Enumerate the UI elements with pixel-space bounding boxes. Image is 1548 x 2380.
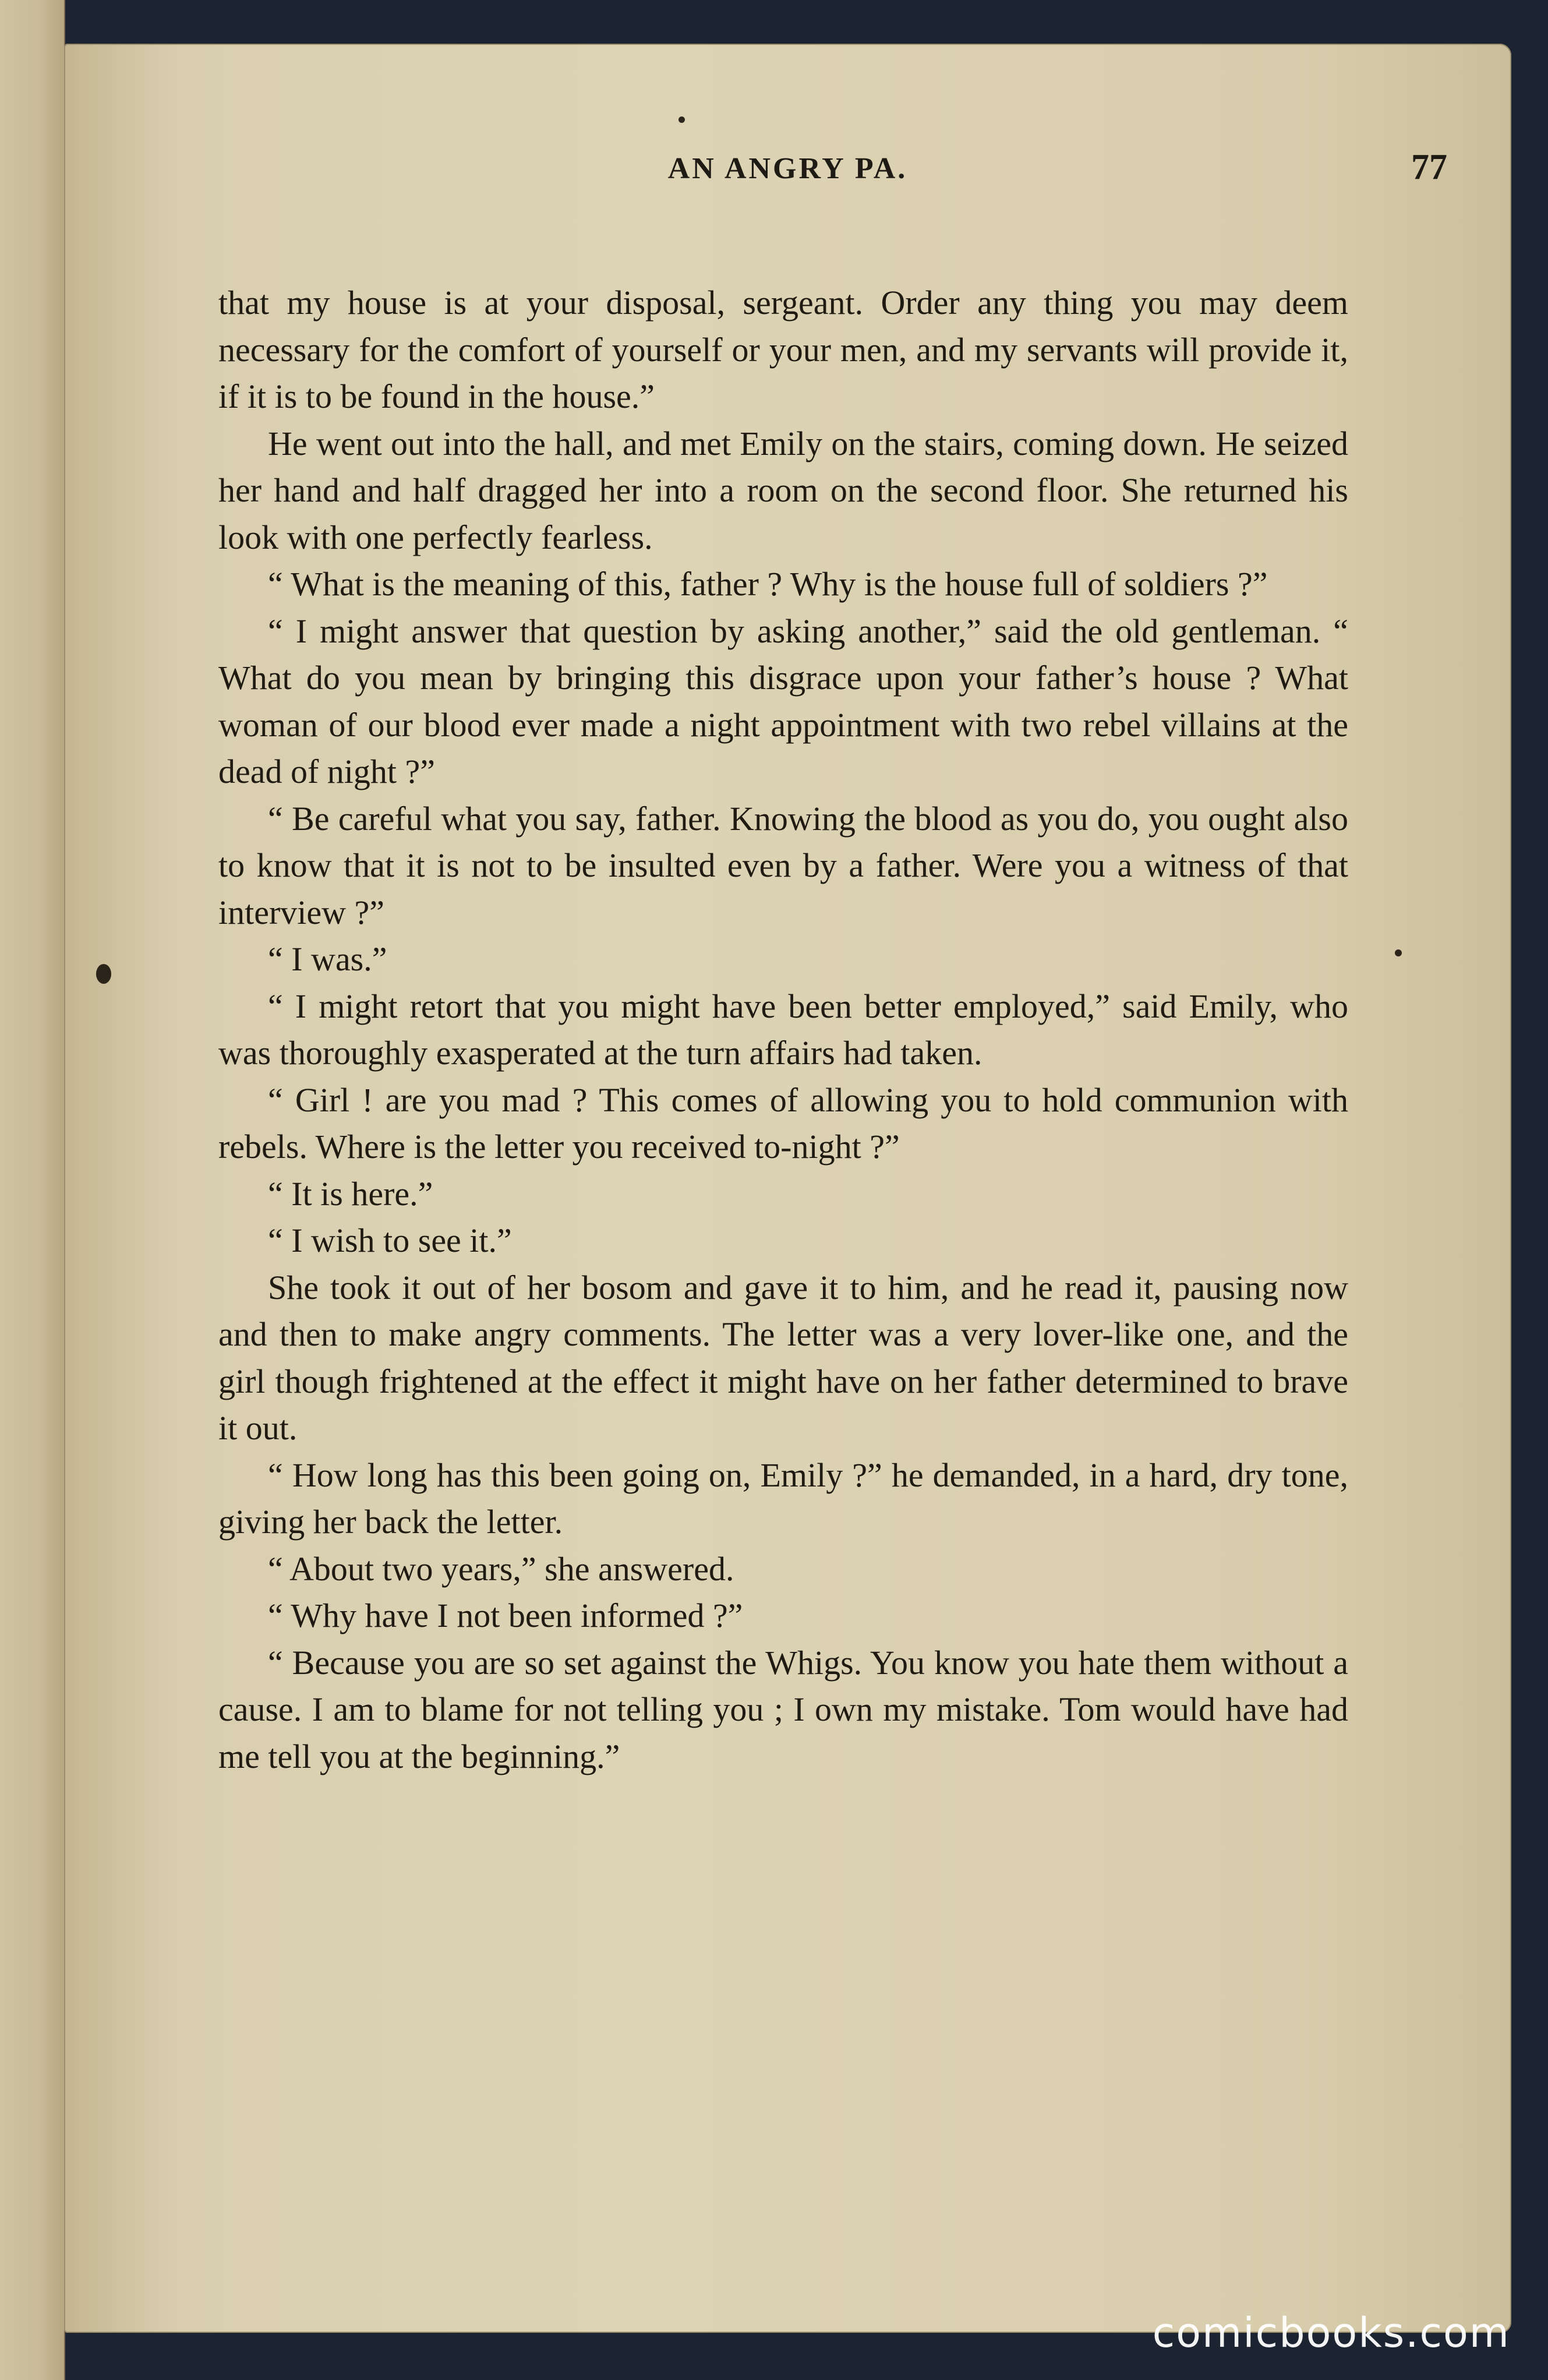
paragraph: “ How long has this been going on, Emily ?” he demanded, in a hard, dry tone, giving her back the letter. <box>218 1456 1348 1541</box>
paragraph: “ Why have I not been informed ?” <box>268 1597 743 1634</box>
paragraph: “ Girl ! are you mad ? This comes of allowing you to hold communion with rebels. Where is the letter you received to-night ?” <box>218 1080 1348 1166</box>
paragraph: “ I might retort that you might have been better employed,” said Emily, who was thoroughly exasperated at the turn affairs had taken. <box>218 987 1348 1072</box>
page-number: 77 <box>1411 147 1447 187</box>
ink-speck <box>96 964 111 984</box>
paragraph: “ Be careful what you say, father. Knowing the blood as you do, you ought also to know that it is not to be insulted even by a father. Were you a witness of that interview ?” <box>218 799 1348 931</box>
ink-speck <box>1395 949 1402 956</box>
paragraph: “ Because you are so set against the Whigs. You know you hate them without a cause. I am to blame for not telling you ; I own my mistake. Tom would have had me tell you at the beginning.” <box>218 1643 1348 1775</box>
paragraph: “ What is the meaning of this, father ? Why is the house full of soldiers ?” <box>268 565 1268 603</box>
paragraph: “ I might answer that question by asking another,” said the old gentleman. “ What do you mean by bringing this disgrace upon your father’s house ? What woman of our blood ever made a night appointment with two rebel villains at the dead of night ?” <box>218 612 1348 790</box>
paragraph: “ I wish to see it.” <box>268 1221 512 1259</box>
site-watermark: comicbooks.com <box>1152 2309 1510 2357</box>
paragraph: “ I was.” <box>268 940 387 978</box>
book-spine-edge <box>0 0 65 2380</box>
paragraph: She took it out of her bosom and gave it to him, and he read it, pausing now and then to make angry comments. The letter was a very lover-like one, and the girl though frightened at the effect it might have on her father determined to brave it out. <box>218 1268 1348 1447</box>
body-text <box>218 280 1348 1780</box>
paragraph: that my house is at your disposal, sergeant. Order any thing you may deem necessary for the comfort of yourself or your men, and my servants will provide it, if it is to be found in the house.” <box>218 284 1348 415</box>
paragraph: “ About two years,” she answered. <box>268 1549 734 1588</box>
page-header <box>64 147 1511 204</box>
paragraph: “ It is here.” <box>268 1174 433 1213</box>
paragraph: He went out into the hall, and met Emily on the stairs, coming down. He seized her hand and half dragged her into a room on the second floor. She returned his look with one perfectly fearless. <box>218 424 1348 556</box>
book-page <box>64 44 1511 2333</box>
ink-speck <box>678 116 685 123</box>
running-title: AN ANGRY PA. <box>667 152 908 185</box>
